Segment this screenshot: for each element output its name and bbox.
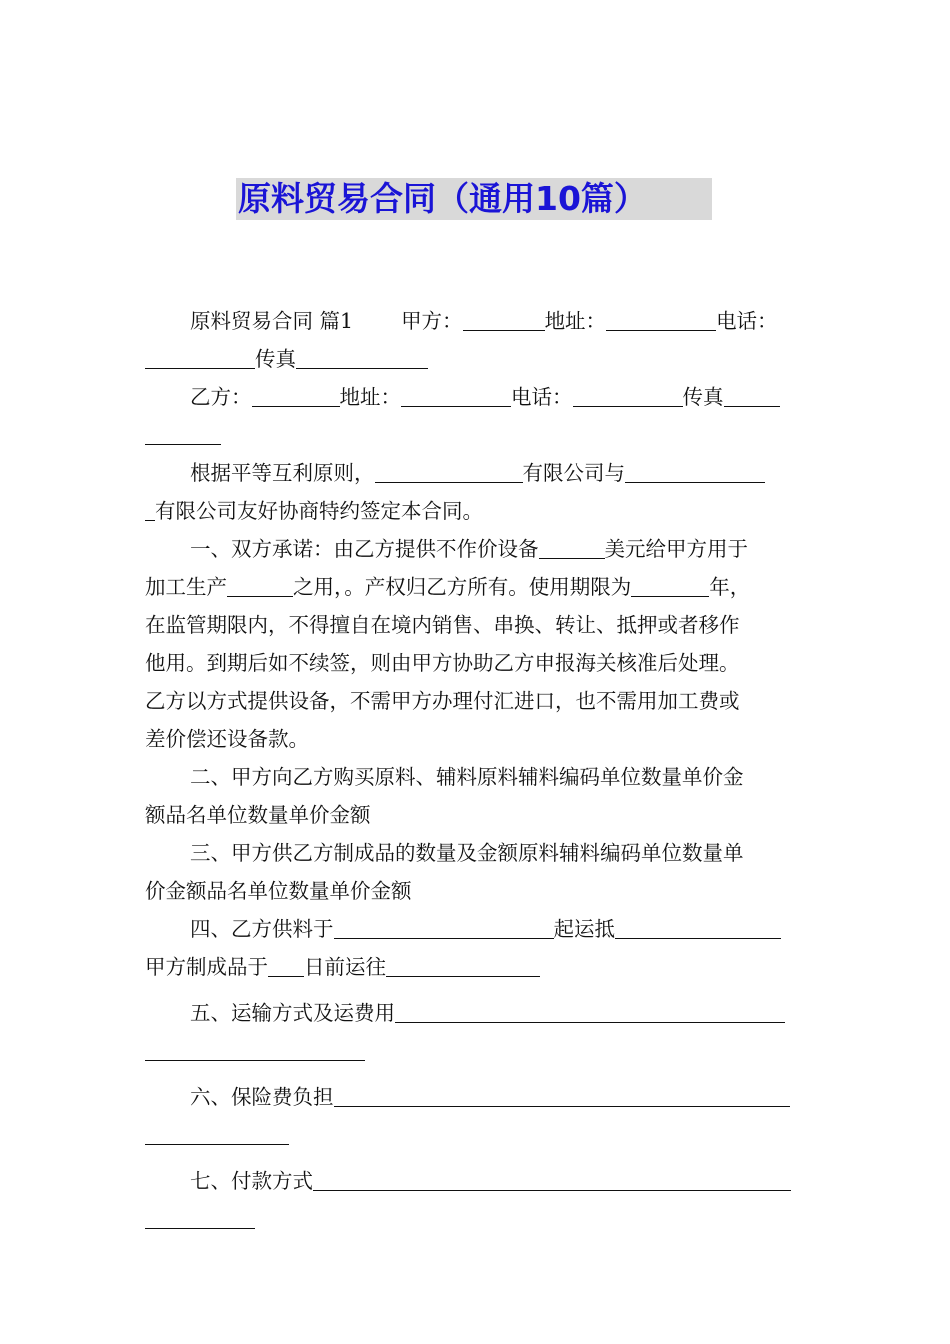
clause-1-line-5: 乙方以方式提供设备，不需甲方办理付汇进口，也不需用加工费或 bbox=[145, 689, 740, 713]
address-blank[interactable] bbox=[401, 382, 511, 407]
phone-label: 电话： bbox=[511, 385, 573, 409]
company-2-blank-continued[interactable] bbox=[145, 496, 155, 521]
paragraph-party-b bbox=[145, 378, 807, 454]
contract-body bbox=[145, 302, 807, 1238]
principle-text-3: 有限公司友好协商特约签定本合同。 bbox=[155, 499, 483, 523]
clause-7-text: 七、付款方式 bbox=[190, 1169, 313, 1193]
paragraph-clause-7 bbox=[145, 1162, 807, 1238]
paragraph-principle bbox=[145, 454, 807, 530]
paragraph-clause-4 bbox=[145, 910, 807, 986]
document-title: 原料贸易合同（通用10篇） bbox=[236, 178, 712, 220]
payment-blank[interactable] bbox=[313, 1166, 791, 1191]
contract-heading: 原料贸易合同 篇1 bbox=[190, 309, 354, 333]
clause-2-line-1: 二、甲方向乙方购买原料、辅料原料辅料编码单位数量单价金 bbox=[190, 765, 744, 789]
paragraph-clause-6 bbox=[145, 1078, 807, 1154]
insurance-blank[interactable] bbox=[334, 1082, 790, 1107]
principle-text-2: 有限公司与 bbox=[522, 461, 625, 485]
clause-2-line-2: 额品名单位数量单价金额 bbox=[145, 803, 371, 827]
phone-blank[interactable] bbox=[145, 344, 255, 369]
supply-date-blank[interactable] bbox=[334, 914, 554, 939]
clause-1-text-2: 美元给甲方用于 bbox=[604, 537, 748, 561]
equipment-value-blank[interactable] bbox=[539, 534, 605, 559]
company-1-blank[interactable] bbox=[375, 458, 523, 483]
transport-blank-continued[interactable] bbox=[145, 1036, 365, 1061]
clause-4-text-4: 日前运往 bbox=[304, 955, 386, 979]
clause-4-text-3: 甲方制成品于 bbox=[145, 955, 268, 979]
clause-4-text-2: 起运抵 bbox=[553, 917, 615, 941]
clause-1-line-6: 差价偿还设备款。 bbox=[145, 727, 309, 751]
paragraph-clause-3 bbox=[145, 834, 807, 910]
address-label: 地址： bbox=[339, 385, 401, 409]
fax-label: 传真 bbox=[682, 385, 724, 409]
clause-6-text: 六、保险费负担 bbox=[190, 1085, 334, 1109]
principle-text: 根据平等互利原则， bbox=[190, 461, 375, 485]
address-label: 地址： bbox=[544, 309, 607, 333]
clause-3-line-2: 价金额品名单位数量单价金额 bbox=[145, 879, 412, 903]
party-b-blank[interactable] bbox=[252, 382, 340, 407]
party-b-label: 乙方： bbox=[190, 385, 252, 409]
paragraph-clause-1 bbox=[145, 530, 807, 758]
party-a-blank[interactable] bbox=[463, 306, 545, 331]
phone-label: 电话： bbox=[716, 309, 778, 333]
clause-1-line-4: 他用。到期后如不续签，则由甲方协助乙方申报海关核准后处理。 bbox=[145, 651, 740, 675]
clause-1-text-5: 年， bbox=[709, 575, 751, 599]
payment-blank-continued[interactable] bbox=[145, 1204, 255, 1229]
address-blank[interactable] bbox=[606, 306, 716, 331]
transport-blank[interactable] bbox=[395, 998, 785, 1023]
paragraph-party-a bbox=[145, 302, 807, 378]
phone-blank[interactable] bbox=[573, 382, 683, 407]
clause-4-text: 四、乙方供料于 bbox=[190, 917, 334, 941]
fax-blank-continued[interactable] bbox=[145, 420, 221, 445]
clause-1-text-3: 加工生产 bbox=[145, 575, 227, 599]
company-2-blank[interactable] bbox=[625, 458, 765, 483]
fax-label: 传真 bbox=[255, 347, 296, 371]
fax-blank[interactable] bbox=[724, 382, 780, 407]
insurance-blank-continued[interactable] bbox=[145, 1120, 289, 1145]
clause-3-line-1: 三、甲方供乙方制成品的数量及金额原料辅料编码单位数量单 bbox=[190, 841, 744, 865]
ship-date-blank[interactable] bbox=[268, 952, 304, 977]
clause-1-text-4: 之用，。产权归乙方所有。使用期限为 bbox=[293, 575, 632, 599]
destination-blank[interactable] bbox=[615, 914, 781, 939]
period-blank[interactable] bbox=[631, 572, 709, 597]
processing-blank[interactable] bbox=[227, 572, 293, 597]
fax-blank[interactable] bbox=[296, 344, 428, 369]
paragraph-clause-5 bbox=[145, 994, 807, 1070]
clause-1-line-3: 在监管期限内，不得擅自在境内销售、串换、转让、抵押或者移作 bbox=[145, 613, 740, 637]
clause-5-text: 五、运输方式及运费用 bbox=[190, 1001, 395, 1025]
party-a-label: 甲方： bbox=[401, 309, 463, 333]
paragraph-clause-2 bbox=[145, 758, 807, 834]
clause-1-text: 一、双方承诺：由乙方提供不作价设备 bbox=[190, 537, 539, 561]
ship-destination-blank[interactable] bbox=[386, 952, 540, 977]
